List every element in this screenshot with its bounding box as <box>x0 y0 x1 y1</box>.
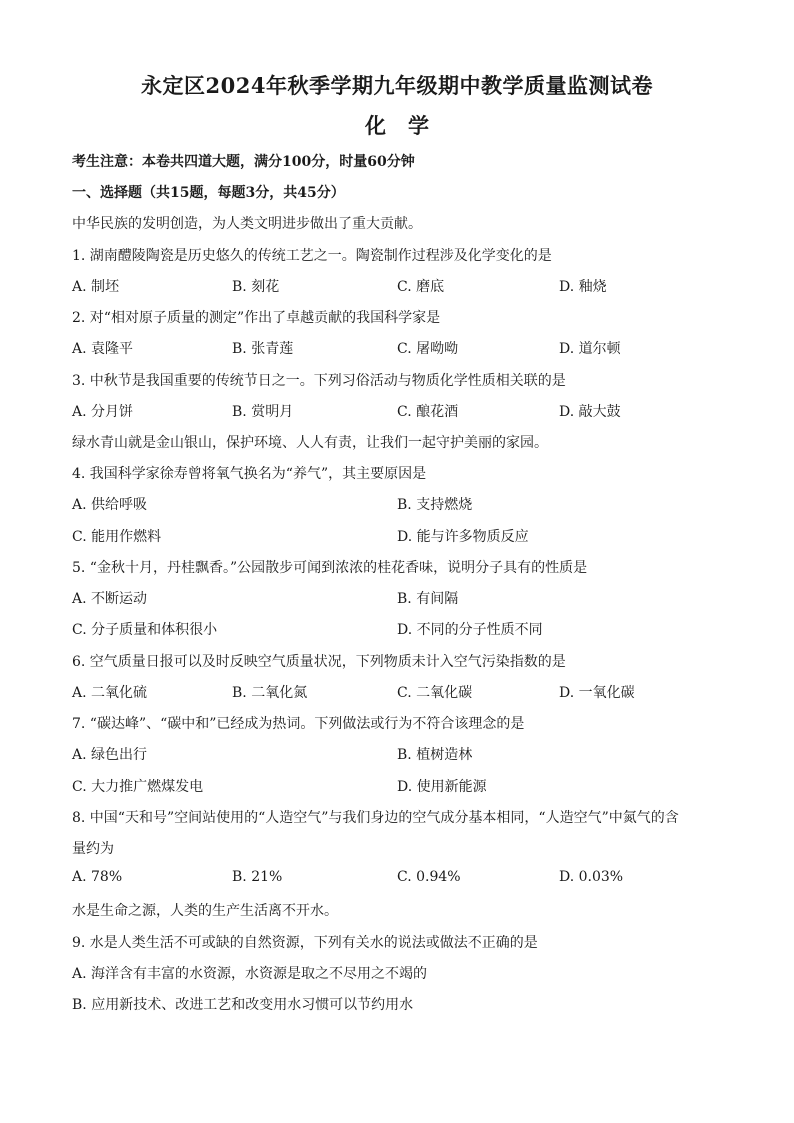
option-d: D. 道尔顿 <box>559 341 621 357</box>
option-b: B. 刻花 <box>232 279 280 295</box>
option-c: C. 能用作燃料 <box>72 529 162 545</box>
option-a: A. 不断运动 <box>72 591 148 607</box>
question-6-options <box>72 682 722 702</box>
option-d: D. 釉烧 <box>559 279 607 295</box>
option-a: A. 分月饼 <box>72 404 134 420</box>
question-8-options <box>72 869 722 889</box>
option-d: D. 使用新能源 <box>397 779 487 795</box>
question-1-stem: 1. 湖南醴陵陶瓷是历史悠久的传统工艺之一。陶瓷制作过程涉及化学变化的是 <box>72 248 552 264</box>
option-c: C. 大力推广燃煤发电 <box>72 779 204 795</box>
question-1-options <box>72 276 722 296</box>
question-2-options <box>72 338 722 358</box>
question-4-stem: 4. 我国科学家徐寿曾将氧气换名为“养气”，其主要原因是 <box>72 466 427 482</box>
option-c: C. 屠呦呦 <box>397 341 459 357</box>
option-a: A. 绿色出行 <box>72 747 148 763</box>
option-a: A. 供给呼吸 <box>72 497 148 513</box>
question-7-options <box>72 744 722 764</box>
subject-title: 化学 <box>365 113 451 138</box>
question-7-stem: 7. “碳达峰”、“碳中和”已经成为热词。下列做法或行为不符合该理念的是 <box>72 716 525 732</box>
option-d: D. 敲大鼓 <box>559 404 621 420</box>
option-b: B. 张青莲 <box>232 341 294 357</box>
question-2-stem: 2. 对“相对原子质量的测定”作出了卓越贡献的我国科学家是 <box>72 310 441 326</box>
option-b: B. 支持燃烧 <box>397 497 473 513</box>
exam-notice: 考生注意：本卷共四道大题，满分100分，时量60分钟 <box>72 154 415 170</box>
question-8-stem: 8. 中国“天和号”空间站使用的“人造空气”与我们身边的空气成分基本相同，“人造空气”中氮气的含 <box>72 810 679 826</box>
question-3-options <box>72 401 722 421</box>
option-a: A. 袁隆平 <box>72 341 134 357</box>
option-c: C. 0.94% <box>397 869 461 885</box>
option-d: D. 一氧化碳 <box>559 685 635 701</box>
option-c: C. 磨底 <box>397 279 445 295</box>
option-c: C. 酿花酒 <box>397 404 459 420</box>
question-6-stem: 6. 空气质量日报可以及时反映空气质量状况，下列物质未计入空气污染指数的是 <box>72 654 566 670</box>
intro-text: 水是生命之源，人类的生产生活离不开水。 <box>72 903 338 919</box>
question-4-options <box>72 494 722 514</box>
exam-title: 永定区2024年秋季学期九年级期中教学质量监测试卷 <box>141 73 653 98</box>
option-a: A. 78% <box>72 869 123 885</box>
option-b: B. 有间隔 <box>397 591 459 607</box>
option-d: D. 0.03% <box>559 869 624 885</box>
option-b: B. 二氧化氮 <box>232 685 308 701</box>
intro-text: 绿水青山就是金山银山，保护环境、人人有责，让我们一起守护美丽的家园。 <box>72 435 548 451</box>
question-7-options <box>72 776 722 796</box>
option-a: A. 制坯 <box>72 279 120 295</box>
option-a: A. 海洋含有丰富的水资源，水资源是取之不尽用之不竭的 <box>72 966 428 982</box>
section-heading-choice: 一、选择题（共15题，每题3分，共45分） <box>72 185 345 201</box>
option-c: C. 分子质量和体积很小 <box>72 622 218 638</box>
question-8-stem-continued: 量约为 <box>72 841 114 857</box>
option-b: B. 21% <box>232 869 283 885</box>
question-5-options <box>72 588 722 608</box>
option-b: B. 植树造林 <box>397 747 473 763</box>
option-d: D. 能与许多物质反应 <box>397 529 529 545</box>
option-c: C. 二氧化碳 <box>397 685 473 701</box>
question-5-stem: 5. “金秋十月，丹桂飘香。”公园散步可闻到浓浓的桂花香味，说明分子具有的性质是 <box>72 560 588 576</box>
question-9-stem: 9. 水是人类生活不可或缺的自然资源，下列有关水的说法或做法不正确的是 <box>72 935 538 951</box>
option-b: B. 应用新技术、改进工艺和改变用水习惯可以节约用水 <box>72 997 414 1013</box>
question-3-stem: 3. 中秋节是我国重要的传统节日之一。下列习俗活动与物质化学性质相关联的是 <box>72 373 566 389</box>
intro-text: 中华民族的发明创造，为人类文明进步做出了重大贡献。 <box>72 216 422 232</box>
question-5-options <box>72 619 722 639</box>
option-a: A. 二氧化硫 <box>72 685 148 701</box>
option-b: B. 赏明月 <box>232 404 294 420</box>
option-d: D. 不同的分子性质不同 <box>397 622 543 638</box>
question-4-options <box>72 526 722 546</box>
